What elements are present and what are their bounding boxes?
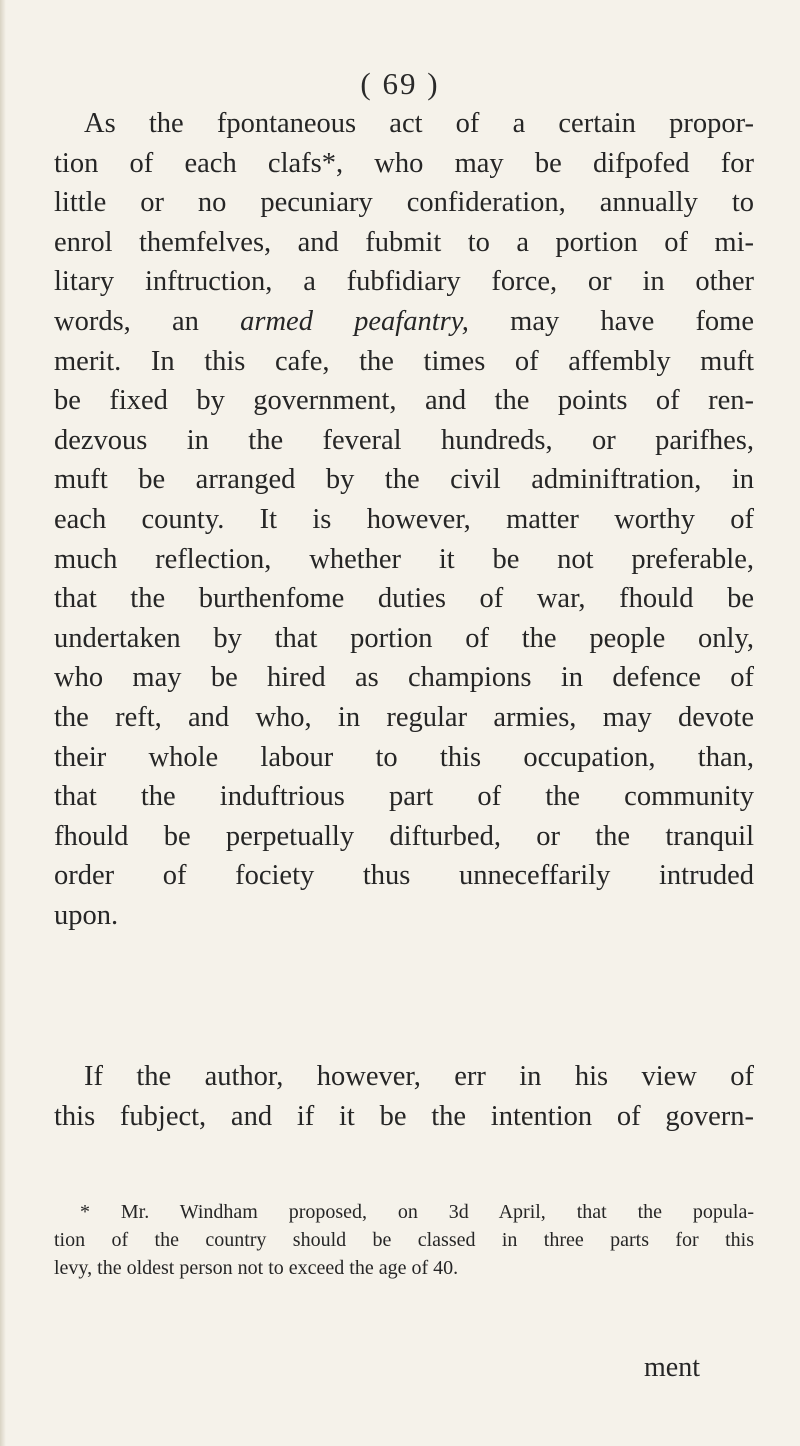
text-line: that the burthenfome duties of war, fhould be — [54, 583, 754, 615]
text-line: dezvous in the feveral hundreds, or parifhes, — [54, 424, 754, 456]
text-line: muft be arranged by the civil adminiftration, in — [54, 464, 754, 496]
text-line: If the author, however, err in his view of — [84, 1061, 754, 1092]
page-number-header: ( 69 ) — [360, 66, 440, 101]
text-line: As the fpontaneous act of a certain propor- — [84, 108, 754, 139]
text-line: litary inftruction, a fubfidiary force, or in other — [54, 266, 754, 298]
text-line: undertaken by that portion of the people only, — [54, 622, 754, 654]
text-line: who may be hired as champions in defence of — [54, 662, 754, 694]
text-line: the reft, and who, in regular armies, may devote — [54, 701, 754, 733]
footnote — [54, 1198, 754, 1282]
text-line: much reflection, whether it be not preferable, — [54, 543, 754, 575]
text-segment: words, an — [54, 305, 199, 337]
page-binding-edge — [0, 0, 6, 1446]
footnote-line: * Mr. Windham proposed, on 3d April, that the popula- — [80, 1201, 754, 1223]
text-line: be fixed by government, and the points of ren- — [54, 385, 754, 417]
italic-phrase: armed peafantry, — [240, 305, 469, 337]
catchword: ment — [644, 1352, 700, 1383]
text-line: enrol themfelves, and fubmit to a portion of mi- — [54, 226, 754, 258]
text-line: this fubject, and if it be the intention of govern- — [54, 1100, 754, 1132]
text-line: tion of each clafs*, who may be difpofed for — [54, 147, 754, 179]
paragraph-1 — [54, 104, 754, 935]
text-line: that the induftrious part of the community — [54, 781, 754, 813]
text-line: their whole labour to this occupation, than, — [54, 741, 754, 773]
text-line: upon. — [54, 899, 119, 931]
paragraph-2 — [54, 1057, 754, 1136]
text-segment: may have fome — [510, 305, 754, 337]
text-line: fhould be perpetually difturbed, or the tranquil — [54, 820, 754, 852]
text-line-with-italic — [54, 302, 754, 342]
text-line: order of fociety thus unneceffarily intruded — [54, 860, 754, 892]
text-line: little or no pecuniary confideration, annually to — [54, 187, 754, 219]
footnote-line: levy, the oldest person not to exceed the age of 40. — [54, 1257, 459, 1279]
footnote-line: tion of the country should be classed in three parts for this — [54, 1229, 754, 1251]
text-line: merit. In this cafe, the times of affembly muft — [54, 345, 754, 377]
text-line: each county. It is however, matter worthy of — [54, 503, 754, 535]
